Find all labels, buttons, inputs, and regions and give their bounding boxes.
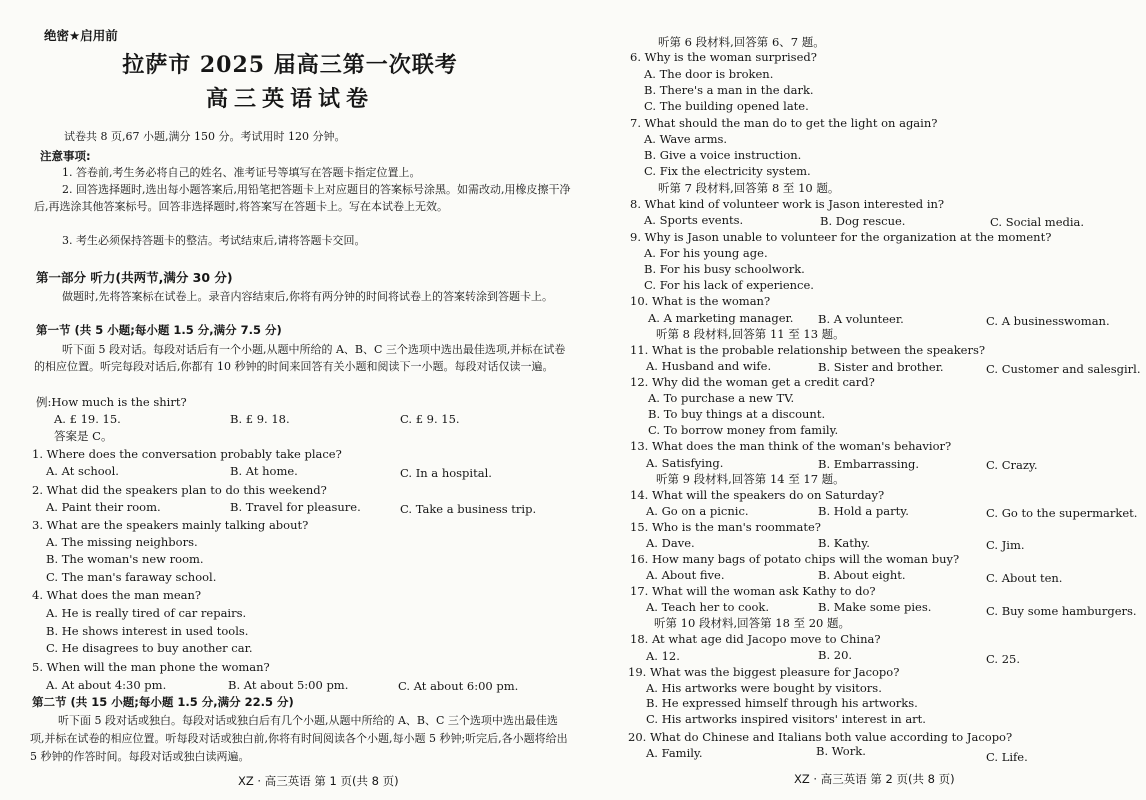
question-14-option-a: A. Go on a picnic.: [646, 504, 749, 518]
question-13-option-c: C. Crazy.: [986, 458, 1038, 472]
question-3-option-a: A. The missing neighbors.: [46, 535, 198, 549]
question-10-option-c: C. A businesswoman.: [986, 314, 1110, 328]
question-2-option-a: A. Paint their room.: [46, 500, 161, 514]
question-13-option-a: A. Satisfying.: [646, 456, 724, 470]
question-4: 4. What does the man mean?: [32, 588, 202, 602]
question-2-option-b: B. Travel for pleasure.: [230, 500, 361, 514]
question-19-option-a: A. His artworks were bought by visitors.: [646, 681, 882, 695]
question-16-option-b: B. About eight.: [818, 568, 906, 582]
question-18-option-c: C. 25.: [986, 652, 1020, 666]
question-18: 18. At what age did Jacopo move to China?: [630, 632, 881, 646]
question-6-option-c: C. The building opened late.: [644, 99, 809, 113]
question-12: 12. Why did the woman get a credit card?: [630, 375, 875, 389]
example-option-c: C. £ 9. 15.: [400, 412, 460, 426]
question-20-option-b: B. Work.: [816, 744, 866, 758]
question-16-option-a: A. About five.: [646, 568, 725, 582]
question-1-option-c: C. In a hospital.: [400, 466, 492, 480]
confidential-mark: 绝密★启用前: [44, 28, 118, 43]
exam-info: 试卷共 8 页,67 小题,满分 150 分。考试用时 120 分钟。: [64, 130, 346, 143]
question-17: 17. What will the woman ask Kathy to do?: [630, 584, 876, 598]
note-1: 1. 答卷前,考生务必将自己的姓名、准考证号等填写在答题卡指定位置上。: [62, 166, 421, 179]
example-option-b: B. £ 9. 18.: [230, 412, 290, 426]
question-19: 19. What was the biggest pleasure for Jacopo?: [628, 665, 900, 679]
question-1: 1. Where does the conversation probably take place?: [32, 447, 342, 461]
question-9-option-b: B. For his busy schoolwork.: [644, 262, 805, 276]
question-6-option-a: A. The door is broken.: [644, 67, 774, 81]
question-20-option-c: C. Life.: [986, 750, 1028, 764]
question-2: 2. What did the speakers plan to do this weekend?: [32, 483, 327, 497]
question-3-option-c: C. The man's faraway school.: [46, 570, 217, 584]
question-17-option-c: C. Buy some hamburgers.: [986, 604, 1137, 618]
page-2: [580, 0, 1146, 800]
part1-intro: 做题时,先将答案标在试卷上。录音内容结束后,你将有两分钟的时间将试卷上的答案转涂到答题卡上。: [62, 290, 553, 303]
question-3: 3. What are the speakers mainly talking about?: [32, 518, 309, 532]
question-6-option-b: B. There's a man in the dark.: [644, 83, 814, 97]
example-option-a: A. £ 19. 15.: [54, 412, 121, 426]
material-8-instruction: 听第 8 段材料,回答第 11 至 13 题。: [656, 327, 845, 341]
question-15-option-b: B. Kathy.: [818, 536, 870, 550]
question-16-option-c: C. About ten.: [986, 571, 1063, 585]
question-10-option-a: A. A marketing manager.: [648, 311, 794, 325]
question-1-option-a: A. At school.: [46, 464, 119, 478]
example-question: 例:How much is the shirt?: [36, 395, 187, 409]
question-1-option-b: B. At home.: [230, 464, 298, 478]
question-9-option-c: C. For his lack of experience.: [644, 278, 814, 292]
question-8-option-a: A. Sports events.: [644, 213, 744, 227]
question-8-option-b: B. Dog rescue.: [820, 214, 906, 228]
question-19-option-b: B. He expressed himself through his artworks.: [646, 696, 918, 710]
question-17-option-a: A. Teach her to cook.: [646, 600, 770, 614]
question-11-option-a: A. Husband and wife.: [646, 359, 772, 373]
section2-intro: 听下面 5 段对话或独白。每段对话或独白后有几个小题,从题中所给的 A、B、C 三个选项中选出最佳选项,并标在试卷的相应位置。听每段对话或独白前,你将有时间阅读各个小题,每小题 5 秒钟;听完后,各小题将给出 5 秒钟的作答时间。每段对话或独白读两遍。: [30, 714, 568, 763]
question-14: 14. What will the speakers do on Saturday?: [630, 488, 885, 502]
exam-subtitle: 高三英语试卷: [205, 86, 374, 112]
question-6: 6. Why is the woman surprised?: [630, 50, 817, 64]
exam-title: 拉萨市 2025 届高三第一次联考: [122, 52, 458, 78]
material-7-instruction: 听第 7 段材料,回答第 8 至 10 题。: [658, 181, 840, 195]
section1-intro: 听下面 5 段对话。每段对话后有一个小题,从题中所给的 A、B、C 三个选项中选出最佳选项,并标在试卷的相应位置。听完每段对话后,你都有 10 秒钟的时间来回答有关小题和阅读下一小题。每段对话仅读一遍。: [34, 343, 566, 373]
question-14-option-b: B. Hold a party.: [818, 504, 909, 518]
question-11-option-c: C. Customer and salesgirl.: [986, 362, 1141, 376]
question-13-option-b: B. Embarrassing.: [818, 457, 920, 471]
question-19-option-c: C. His artworks inspired visitors' interest in art.: [646, 712, 926, 726]
question-18-option-a: A. 12.: [646, 649, 680, 663]
question-14-option-c: C. Go to the supermarket.: [986, 506, 1138, 520]
question-15-option-c: C. Jim.: [986, 538, 1025, 552]
question-4-option-b: B. He shows interest in used tools.: [46, 624, 249, 638]
question-15-option-a: A. Dave.: [646, 536, 695, 550]
note-2: 2. 回答选择题时,选出每小题答案后,用铅笔把答题卡上对应题目的答案标号涂黑。如需改动,用橡皮擦干净后,再选涂其他答案标号。回答非选择题时,将答案写在答题卡上。写在本试卷上无效。: [34, 183, 571, 213]
question-5-option-a: A. At about 4:30 pm.: [46, 678, 167, 692]
question-11-option-b: B. Sister and brother.: [818, 360, 944, 374]
question-9: 9. Why is Jason unable to volunteer for the organization at the moment?: [630, 230, 1052, 244]
question-7-option-c: C. Fix the electricity system.: [644, 164, 811, 178]
question-20: 20. What do Chinese and Italians both value according to Jacopo?: [628, 730, 1013, 744]
question-12-option-b: B. To buy things at a discount.: [648, 407, 826, 421]
question-10-option-b: B. A volunteer.: [818, 312, 904, 326]
question-10: 10. What is the woman?: [630, 294, 771, 308]
note-3: 3. 考生必须保持答题卡的整洁。考试结束后,请将答题卡交回。: [62, 234, 366, 247]
question-7: 7. What should the man do to get the light on again?: [630, 116, 938, 130]
question-18-option-b: B. 20.: [818, 648, 853, 662]
question-2-option-c: C. Take a business trip.: [400, 502, 537, 516]
question-9-option-a: A. For his young age.: [644, 246, 768, 260]
section1-heading: 第一节 (共 5 小题;每小题 1.5 分,满分 7.5 分): [36, 323, 282, 337]
material-9-instruction: 听第 9 段材料,回答第 14 至 17 题。: [656, 472, 845, 486]
question-16: 16. How many bags of potato chips will the woman buy?: [630, 552, 960, 566]
question-7-option-a: A. Wave arms.: [644, 132, 728, 146]
question-5: 5. When will the man phone the woman?: [32, 660, 270, 674]
question-4-option-a: A. He is really tired of car repairs.: [46, 606, 247, 620]
section2-heading: 第二节 (共 15 小题;每小题 1.5 分,满分 22.5 分): [32, 695, 294, 709]
question-5-option-c: C. At about 6:00 pm.: [398, 679, 519, 693]
part1-heading: 第一部分 听力(共两节,满分 30 分): [36, 270, 233, 285]
material-6-instruction: 听第 6 段材料,回答第 6、7 题。: [658, 35, 825, 49]
material-10-instruction: 听第 10 段材料,回答第 18 至 20 题。: [654, 616, 850, 630]
question-13: 13. What does the man think of the woman's behavior?: [630, 439, 952, 453]
page-footer: XZ · 高三英语 第 1 页(共 8 页): [238, 774, 399, 788]
question-3-option-b: B. The woman's new room.: [46, 552, 204, 566]
question-4-option-c: C. He disagrees to buy another car.: [46, 641, 253, 655]
question-12-option-c: C. To borrow money from family.: [648, 423, 839, 437]
question-8: 8. What kind of volunteer work is Jason interested in?: [630, 197, 945, 211]
question-11: 11. What is the probable relationship between the speakers?: [630, 343, 986, 357]
question-17-option-b: B. Make some pies.: [818, 600, 932, 614]
question-20-option-a: A. Family.: [646, 746, 703, 760]
question-7-option-b: B. Give a voice instruction.: [644, 148, 802, 162]
example-answer: 答案是 C。: [54, 429, 113, 443]
question-12-option-a: A. To purchase a new TV.: [648, 391, 795, 405]
question-15: 15. Who is the man's roommate?: [630, 520, 821, 534]
page-footer: XZ · 高三英语 第 2 页(共 8 页): [794, 772, 955, 786]
question-5-option-b: B. At about 5:00 pm.: [228, 678, 349, 692]
question-8-option-c: C. Social media.: [990, 215, 1085, 229]
notes-heading: 注意事项:: [40, 149, 91, 163]
